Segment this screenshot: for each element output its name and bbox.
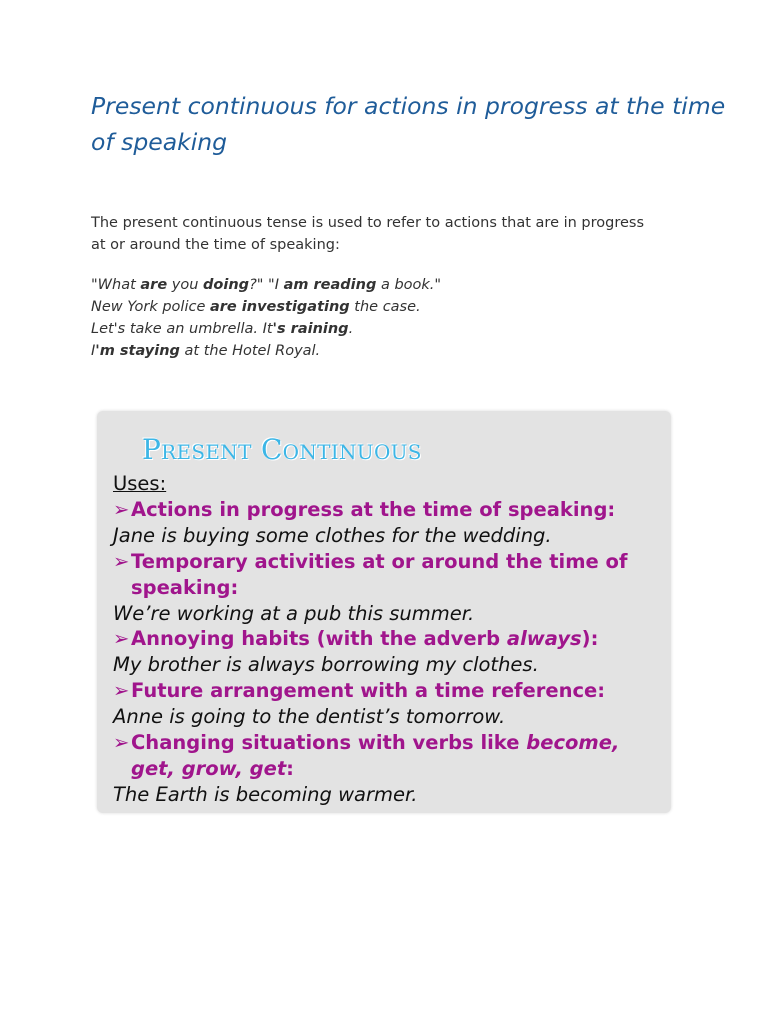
use-heading-3: ➢Annoying habits (with the adverb always): [113, 627, 599, 651]
intro-paragraph: The present continuous tense is used to refer to actions that are in progress at or around the time of speaking: [91, 215, 645, 253]
use-example-4: Anne is going to the dentist’s tomorrow. [113, 705, 506, 729]
uses-label: Uses: [113, 472, 167, 495]
use-heading-1: ➢Actions in progress at the time of speaking: [113, 497, 616, 521]
arrow-bullet-icon: ➢ [113, 549, 130, 573]
arrow-bullet-icon: ➢ [113, 627, 130, 651]
use-example-1: Jane is buying some clothes for the wedding. [113, 523, 552, 547]
slide-body [113, 471, 663, 808]
example-line-4: I'm staying at the Hotel Royal. [91, 343, 321, 359]
arrow-bullet-icon: ➢ [113, 731, 130, 755]
slide-title: Present Continuous [142, 433, 422, 466]
example-sentences [91, 274, 691, 362]
example-line-3: Let's take an umbrella. It's raining. [91, 321, 354, 337]
use-heading-2: ➢Temporary activities at or around the time of speaking: [113, 549, 628, 599]
use-heading-5: ➢Changing situations with verbs like become, get, grow, get: [113, 731, 620, 780]
present-continuous-slide [97, 411, 671, 813]
use-example-2: We’re working at a pub this summer. [113, 601, 475, 625]
use-heading-4: ➢Future arrangement with a time reference: [113, 679, 606, 703]
arrow-bullet-icon: ➢ [113, 679, 130, 703]
use-example-3: My brother is always borrowing my clothes. [113, 653, 539, 677]
use-example-5: The Earth is becoming warmer. [113, 782, 418, 806]
page-title: Present continuous for actions in progress at the time of speaking [91, 92, 726, 156]
example-line-2: New York police are investigating the case. [91, 299, 421, 315]
arrow-bullet-icon: ➢ [113, 497, 130, 521]
example-line-1: "What are you doing?" "I am reading a book." [91, 277, 442, 293]
